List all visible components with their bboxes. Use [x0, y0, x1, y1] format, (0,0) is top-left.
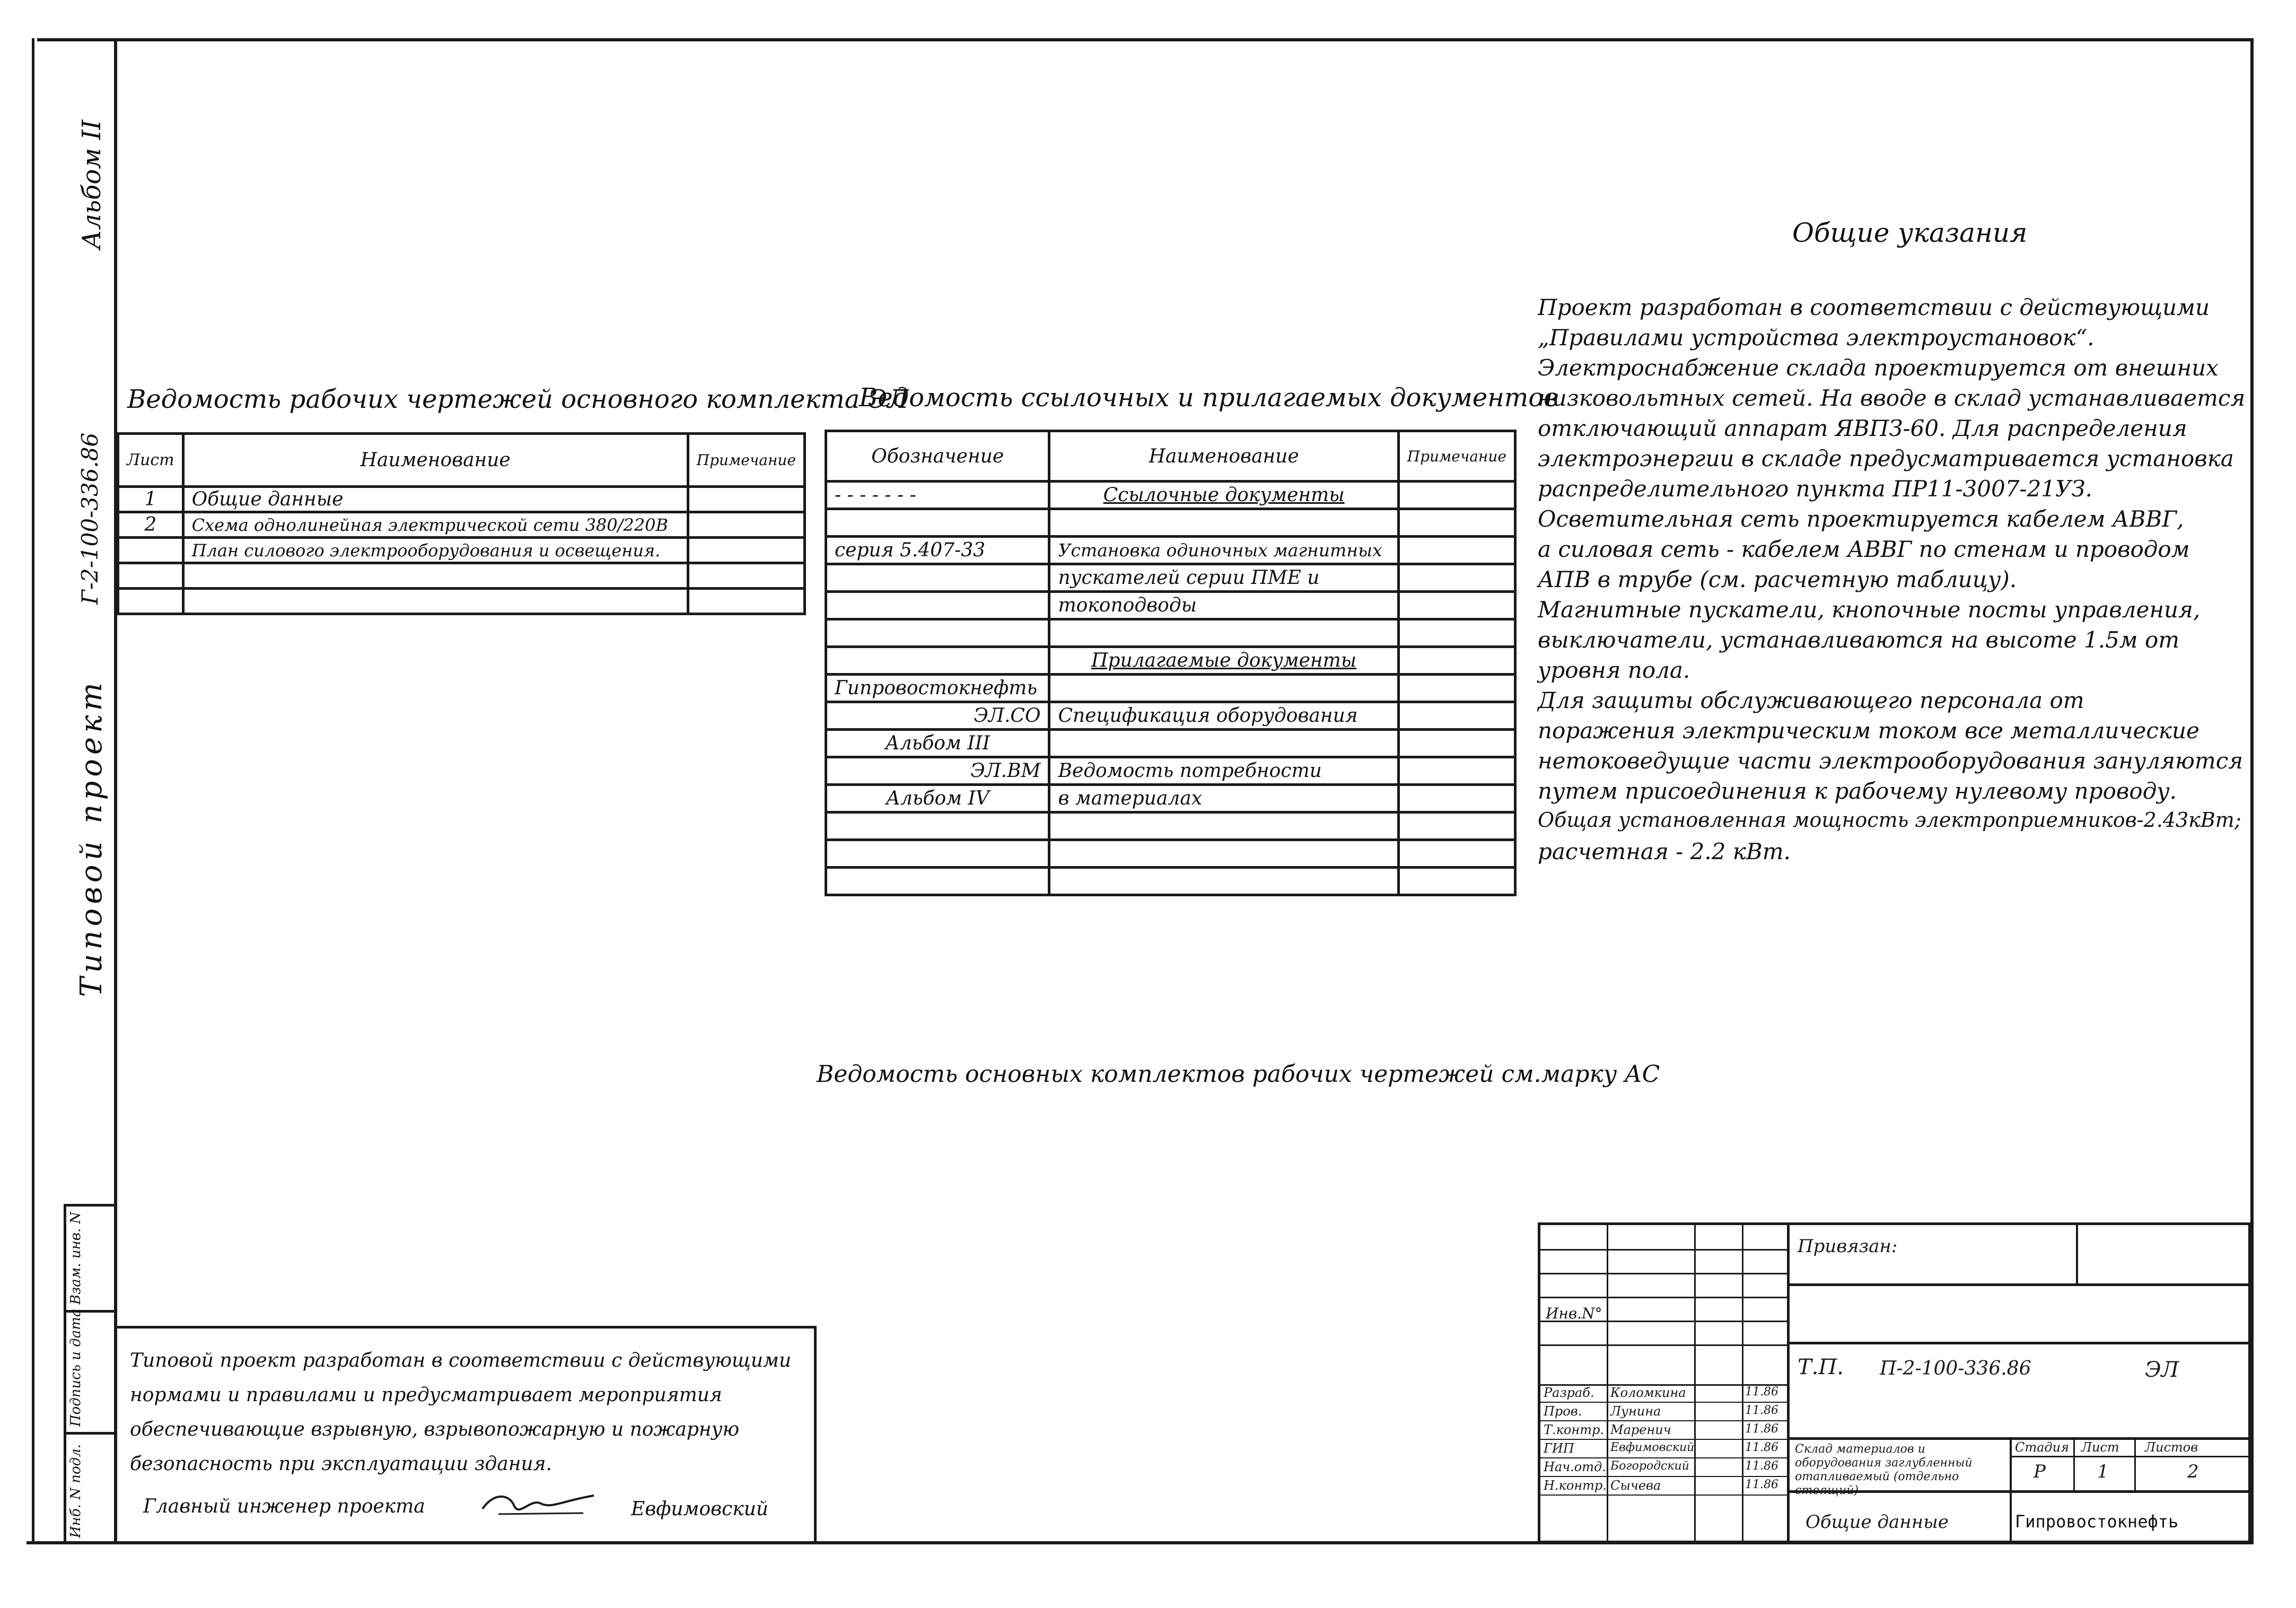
general-line: электроэнергии в складе предусматривается установка	[1538, 445, 2234, 471]
wd-cell	[118, 538, 183, 563]
signature-name: Евфимовский	[631, 1498, 769, 1520]
wd-header-name: Наименование	[183, 434, 688, 487]
table-row	[826, 619, 1515, 647]
tb-line-code	[1787, 1342, 2254, 1344]
project-note-line: Типовой проект разработан в соответствии с действующими	[130, 1350, 792, 1371]
project-note-line: безопасность при эксплуатации здания.	[130, 1453, 552, 1475]
table-row	[826, 840, 1515, 868]
tb-org: Гипровостокнефть	[2015, 1511, 2179, 1532]
rd-cell	[1398, 730, 1515, 757]
table-row	[118, 538, 805, 563]
rd-cell: - - - - - - -	[826, 482, 1049, 509]
rd-cell	[1398, 619, 1515, 647]
side-stamp-repl: Взам. инв. N	[68, 1211, 84, 1305]
table-row	[826, 509, 1515, 537]
ref-docs-title: Ведомость ссылочных и прилагаемых документов	[859, 383, 1559, 413]
rd-cell	[826, 840, 1049, 868]
table-row	[826, 482, 1515, 509]
tb-line-bottom	[1787, 1490, 2254, 1493]
wd-cell	[183, 589, 688, 614]
tb-sheet-title: Общие данные	[1806, 1511, 1949, 1533]
project-note-top	[117, 1326, 817, 1329]
rd-cell: Установка одиночных магнитных	[1049, 537, 1398, 564]
side-project: Типовой проект	[74, 678, 109, 997]
project-note-line: нормами и правилами и предусматривает мероприятия	[130, 1384, 722, 1406]
rd-cell	[826, 868, 1049, 895]
role-title: Пров.	[1544, 1404, 1582, 1419]
table-row	[118, 487, 805, 512]
wd-cell	[688, 589, 804, 614]
side-stamp-sign: Подпись и дата	[68, 1308, 84, 1427]
table-row	[1540, 1403, 1787, 1421]
rd-cell	[826, 592, 1049, 619]
rd-cell	[826, 812, 1049, 840]
rd-header-designation: Обозначение	[826, 431, 1049, 482]
role-person: Коломкина	[1610, 1385, 1686, 1400]
general-line: выключатели, устанавливаются на высоте 1.5м от	[1538, 627, 2180, 653]
tb-val-sheet: 1	[2097, 1461, 2109, 1482]
table-row	[826, 702, 1515, 730]
rd-cell: Прилагаемые документы	[1049, 647, 1398, 675]
tb-privyazan: Привязан:	[1798, 1236, 1898, 1257]
role-title: Т.контр.	[1544, 1422, 1604, 1437]
rd-cell: ЭЛ.ВМ	[826, 757, 1049, 785]
rd-cell	[1398, 840, 1515, 868]
role-date: 11.86	[1745, 1385, 1778, 1399]
rd-cell	[1398, 702, 1515, 730]
rd-cell	[1398, 868, 1515, 895]
tb-description: Склад материалов и оборудования заглубленный отапливаемый (отдельно	[1795, 1443, 1973, 1483]
table-row	[1540, 1458, 1787, 1477]
rd-cell: Альбом IV	[826, 785, 1049, 812]
tb-stage-row	[2010, 1456, 2254, 1457]
side-code: Г-2-100-336.86	[77, 432, 103, 605]
signature-mark	[477, 1488, 599, 1525]
wd-cell	[688, 512, 804, 538]
main-sets-note: Ведомость основных комплектов рабочих чертежей см.марку АС	[817, 1061, 1660, 1088]
wd-cell: Общие данные	[183, 487, 688, 512]
role-person: Сычева	[1610, 1478, 1661, 1493]
wd-cell	[688, 487, 804, 512]
table-row	[826, 785, 1515, 812]
role-title: Нач.отд.	[1544, 1460, 1606, 1474]
frame-top	[37, 38, 2254, 41]
wd-cell: 2	[118, 512, 183, 538]
rd-cell	[1398, 537, 1515, 564]
table-row	[118, 563, 805, 589]
project-note-right	[814, 1326, 817, 1543]
rd-cell	[1398, 482, 1515, 509]
table-row	[826, 647, 1515, 675]
general-line: Магнитные пускатели, кнопочные посты управления,	[1538, 597, 2201, 623]
rd-cell	[1398, 757, 1515, 785]
wd-cell	[118, 563, 183, 589]
tb-line-privyazan	[1787, 1283, 2254, 1286]
general-line: Осветительная сеть проектируется кабелем АВВГ,	[1538, 506, 2184, 532]
tb-grid-line	[1540, 1297, 1790, 1298]
rd-cell	[1398, 675, 1515, 702]
tb-val-stage: Р	[2034, 1461, 2046, 1482]
general-line: нетоковедущие части электрооборудования зануляются	[1538, 748, 2244, 774]
table-row	[118, 589, 805, 614]
table-row	[826, 757, 1515, 785]
rd-cell: ЭЛ.СО	[826, 702, 1049, 730]
rd-cell: Спецификация оборудования	[1049, 702, 1398, 730]
role-title: ГИП	[1544, 1441, 1574, 1456]
rd-cell	[826, 564, 1049, 592]
wd-cell: План силового электрооборудования и освещения.	[183, 538, 688, 563]
tb-inv-no: Инв.N°	[1546, 1305, 1602, 1322]
table-row	[1540, 1384, 1787, 1403]
rd-cell	[826, 619, 1049, 647]
rd-cell	[1049, 675, 1398, 702]
tb-grid-line	[1540, 1249, 1790, 1251]
rd-cell	[1398, 647, 1515, 675]
work-drawings-title: Ведомость рабочих чертежей основного комплекта ЭЛ	[127, 384, 909, 414]
role-date: 11.86	[1745, 1441, 1778, 1454]
table-row	[826, 564, 1515, 592]
general-line: расчетная - 2.2 кВт.	[1538, 838, 1791, 864]
tb-stage-div1	[2073, 1437, 2075, 1490]
rd-cell: Ведомость потребности	[1049, 757, 1398, 785]
tb-roles	[1540, 1384, 1787, 1496]
project-note-line: обеспечивающие взрывную, взрывопожарную и пожарную	[130, 1419, 740, 1440]
general-line: а силовая сеть - кабелем АВВГ по стенам и проводом	[1538, 536, 2190, 562]
role-title: Разраб.	[1544, 1385, 1594, 1400]
table-row	[1540, 1421, 1787, 1440]
table-row	[826, 592, 1515, 619]
table-row	[1540, 1477, 1787, 1496]
role-date: 11.86	[1745, 1422, 1778, 1436]
tb-col-sheet: Лист	[2081, 1440, 2119, 1455]
general-line: Электроснабжение склада проектируется от внешних	[1538, 355, 2219, 381]
work-drawings-table	[117, 432, 806, 615]
rd-cell	[1398, 564, 1515, 592]
wd-cell: 1	[118, 487, 183, 512]
tb-grid-line	[1540, 1344, 1790, 1346]
wd-cell	[688, 538, 804, 563]
general-line: поражения электрическим током все металлические	[1538, 718, 2199, 744]
wd-header-note: Примечание	[688, 434, 804, 487]
rd-cell	[1049, 868, 1398, 895]
rd-cell	[1049, 730, 1398, 757]
role-person: Маренич	[1610, 1422, 1671, 1437]
side-album: Альбом II	[77, 119, 107, 249]
rd-cell: Альбом III	[826, 730, 1049, 757]
general-line: путем присоединения к рабочему нулевому проводу.	[1538, 778, 2177, 804]
rd-cell	[1398, 509, 1515, 537]
rd-cell: серия 5.407-33	[826, 537, 1049, 564]
role-person: Лунина	[1610, 1404, 1661, 1419]
rd-cell	[1398, 812, 1515, 840]
side-stamp-col	[64, 1204, 66, 1543]
rd-cell	[1049, 840, 1398, 868]
table-row	[826, 868, 1515, 895]
role-person: Богородский	[1610, 1460, 1689, 1473]
frame-left	[114, 38, 117, 1544]
side-stamp-inv: Инб. N подл.	[68, 1444, 84, 1538]
rd-cell	[826, 509, 1049, 537]
tb-col-stage: Стадия	[2015, 1440, 2069, 1455]
general-line: Общая установленная мощность электроприемников-2.43кВт;	[1538, 808, 2241, 832]
rd-cell: пускателей серии ПМЕ и	[1049, 564, 1398, 592]
tb-tp-label: Т.П.	[1798, 1355, 1844, 1379]
wd-header-sheet: Лист	[118, 434, 183, 487]
general-title: Общие указания	[1792, 217, 2028, 248]
wd-cell: Схема однолинейная электрической сети 380/220В	[183, 512, 688, 538]
role-person: Евфимовский	[1610, 1441, 1695, 1454]
wd-cell	[118, 589, 183, 614]
rd-cell	[826, 647, 1049, 675]
general-line: распределительного пункта ПР11-3007-21УЗ.	[1538, 476, 2092, 502]
general-line: уровня пола.	[1538, 657, 1690, 683]
table-row	[118, 512, 805, 538]
tb-col-sheets: Листов	[2145, 1440, 2198, 1455]
rd-cell	[1049, 812, 1398, 840]
general-line: АПВ в трубе (см. расчетную таблицу).	[1538, 566, 2017, 592]
table-row	[1540, 1440, 1787, 1458]
signature-label: Главный инженер проекта	[143, 1496, 425, 1517]
rd-cell	[1398, 785, 1515, 812]
rd-header-name: Наименование	[1049, 431, 1398, 482]
rd-cell: в материалах	[1049, 785, 1398, 812]
role-date: 11.86	[1745, 1404, 1778, 1417]
rd-cell: токоподводы	[1049, 592, 1398, 619]
rd-cell	[1049, 509, 1398, 537]
tb-tp-code: П-2-100-336.86	[1880, 1358, 2031, 1379]
general-line: „Правилами устройства электроустановок“.	[1538, 325, 2095, 351]
tb-val-sheets: 2	[2187, 1461, 2199, 1482]
table-row	[826, 812, 1515, 840]
role-date: 11.86	[1745, 1460, 1778, 1473]
general-line: отключающий аппарат ЯВПЗ-60. Для распределения	[1538, 415, 2187, 441]
general-line: Для защиты обслуживающего персонала от	[1538, 687, 2084, 713]
side-stamp-div2	[64, 1432, 117, 1435]
wd-cell	[183, 563, 688, 589]
role-title: Н.контр.	[1544, 1478, 1607, 1493]
tb-mark: ЭЛ	[2145, 1358, 2179, 1382]
tb-line-priv-div	[2076, 1225, 2078, 1283]
general-line: Проект разработан в соответствии с действующими	[1538, 294, 2210, 320]
rd-cell: Гипровостокнефть	[826, 675, 1049, 702]
general-line: низковольтных сетей. На вводе в склад устанавливается	[1538, 385, 2246, 411]
title-block	[1538, 1222, 2251, 1543]
rd-header-note: Примечание	[1398, 431, 1515, 482]
side-stamp-top	[64, 1204, 117, 1207]
tb-stage-div2	[2134, 1437, 2136, 1490]
rd-cell: Ссылочные документы	[1049, 482, 1398, 509]
table-row	[826, 675, 1515, 702]
ref-docs-table	[825, 430, 1517, 896]
table-row	[826, 537, 1515, 564]
rd-cell	[1049, 619, 1398, 647]
tb-grid-line	[1540, 1273, 1790, 1274]
rd-cell	[1398, 592, 1515, 619]
wd-cell	[688, 563, 804, 589]
role-date: 11.86	[1745, 1478, 1778, 1491]
table-row	[826, 730, 1515, 757]
sidebar-left-line	[32, 38, 34, 1544]
